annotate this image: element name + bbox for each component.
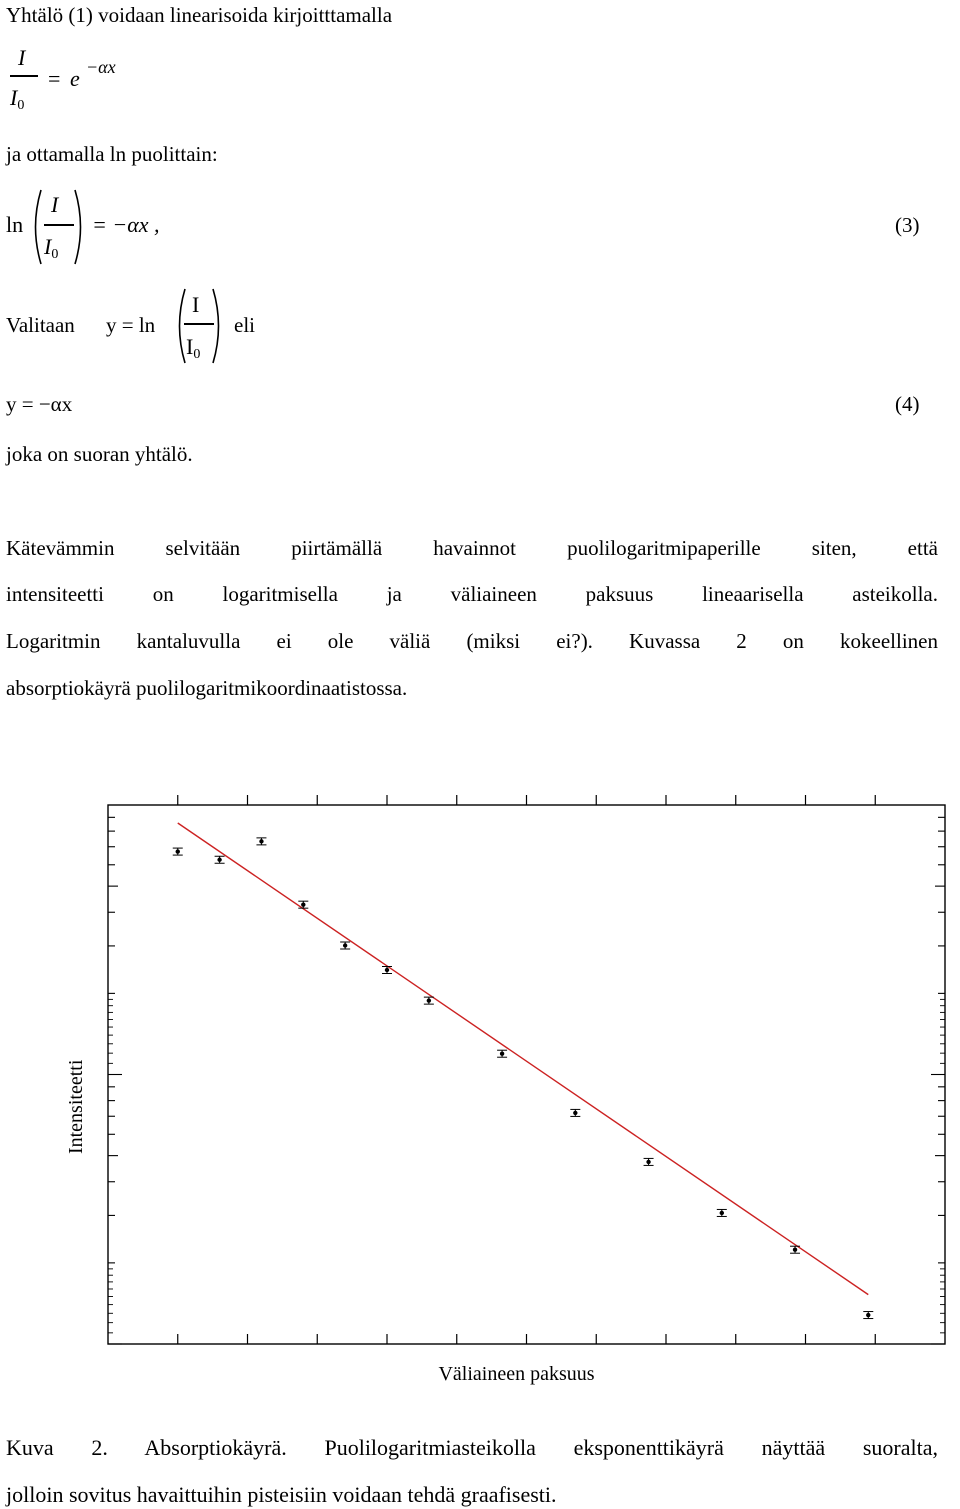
point-marker <box>573 1111 577 1115</box>
point-marker <box>793 1248 797 1252</box>
fit-line <box>178 823 869 1295</box>
point-marker <box>646 1160 650 1164</box>
eq3-denominator: $I_0$ <box>44 234 59 262</box>
choose-denominator: $I_0$ <box>186 334 201 362</box>
eq1-exponent: −αx <box>86 57 116 77</box>
take-ln-line: ja ottamalla ln puolittain: <box>6 142 218 166</box>
line-equation-note: joka on suoran yhtälö. <box>6 442 193 466</box>
eq4-number: (4) <box>895 392 920 416</box>
point-marker <box>866 1313 870 1317</box>
paragraph-line: Logaritmin kantaluvulla ei ole väliä (miksi ei?). Kuvassa 2 on kokeellinen <box>6 629 938 653</box>
y-axis-label: Intensiteetti <box>65 1059 87 1155</box>
eq3-rhs: = −αx , <box>92 212 160 237</box>
choose-suffix: eli <box>234 313 255 337</box>
x-axis-label: Väliaineen paksuus <box>438 1363 595 1385</box>
point-marker <box>343 943 347 947</box>
paragraph-line: absorptiokäyrä puolilogaritmikoordinaatistossa. <box>6 676 408 700</box>
choose-lhs: y = ln <box>106 313 156 337</box>
eq3-numerator: I <box>51 192 59 217</box>
eq3-number: (3) <box>895 213 920 237</box>
choose-right-paren <box>210 287 226 365</box>
eq4-text: y = −αx <box>6 392 73 416</box>
caption-line: jolloin sovitus havaittuihin pisteisiin voidaan tehdä graafisesti. <box>6 1482 557 1507</box>
eq1-base: e <box>70 66 80 91</box>
plot-frame <box>108 805 945 1344</box>
data-point <box>570 1109 580 1116</box>
data-point <box>863 1312 873 1319</box>
eq3-right-paren <box>72 188 88 266</box>
eq1-equals: = <box>48 66 61 91</box>
point-marker <box>500 1052 504 1056</box>
point-marker <box>301 902 305 906</box>
paragraph-line: Kätevämmin selvitään piirtämällä havainnot puolilogaritmipaperille siten, että <box>6 536 938 560</box>
data-point <box>644 1158 654 1165</box>
point-marker <box>176 849 180 853</box>
data-point <box>497 1050 507 1057</box>
choose-prefix: Valitaan <box>6 313 75 337</box>
point-marker <box>720 1211 724 1215</box>
eq1-denominator: $I_0$ <box>10 85 25 113</box>
intro-line: Yhtälö (1) voidaan linearisoida kirjoitttamalla <box>6 3 393 27</box>
data-point <box>424 997 434 1004</box>
caption-line: Kuva 2. Absorptiokäyrä. Puolilogaritmiasteikolla eksponenttikäyrä näyttää suoralta, <box>6 1435 938 1460</box>
data-point <box>256 838 266 845</box>
choose-numerator: I <box>192 292 200 317</box>
data-point <box>340 942 350 949</box>
eq3-fraction-bar <box>44 224 74 226</box>
point-marker <box>217 858 221 862</box>
eq3-left-paren <box>28 188 44 266</box>
eq1-fraction-bar <box>10 75 38 77</box>
absorption-chart <box>0 790 960 1400</box>
data-point <box>717 1209 727 1216</box>
data-point <box>173 848 183 855</box>
point-marker <box>259 839 263 843</box>
paragraph-line: intensiteetti on logaritmisella ja väliaineen paksuus lineaarisella asteikolla. <box>6 582 938 606</box>
data-point <box>215 856 225 863</box>
eq3-ln: ln <box>6 212 24 237</box>
eq1-numerator: I <box>18 45 26 70</box>
point-marker <box>385 968 389 972</box>
point-marker <box>427 998 431 1002</box>
